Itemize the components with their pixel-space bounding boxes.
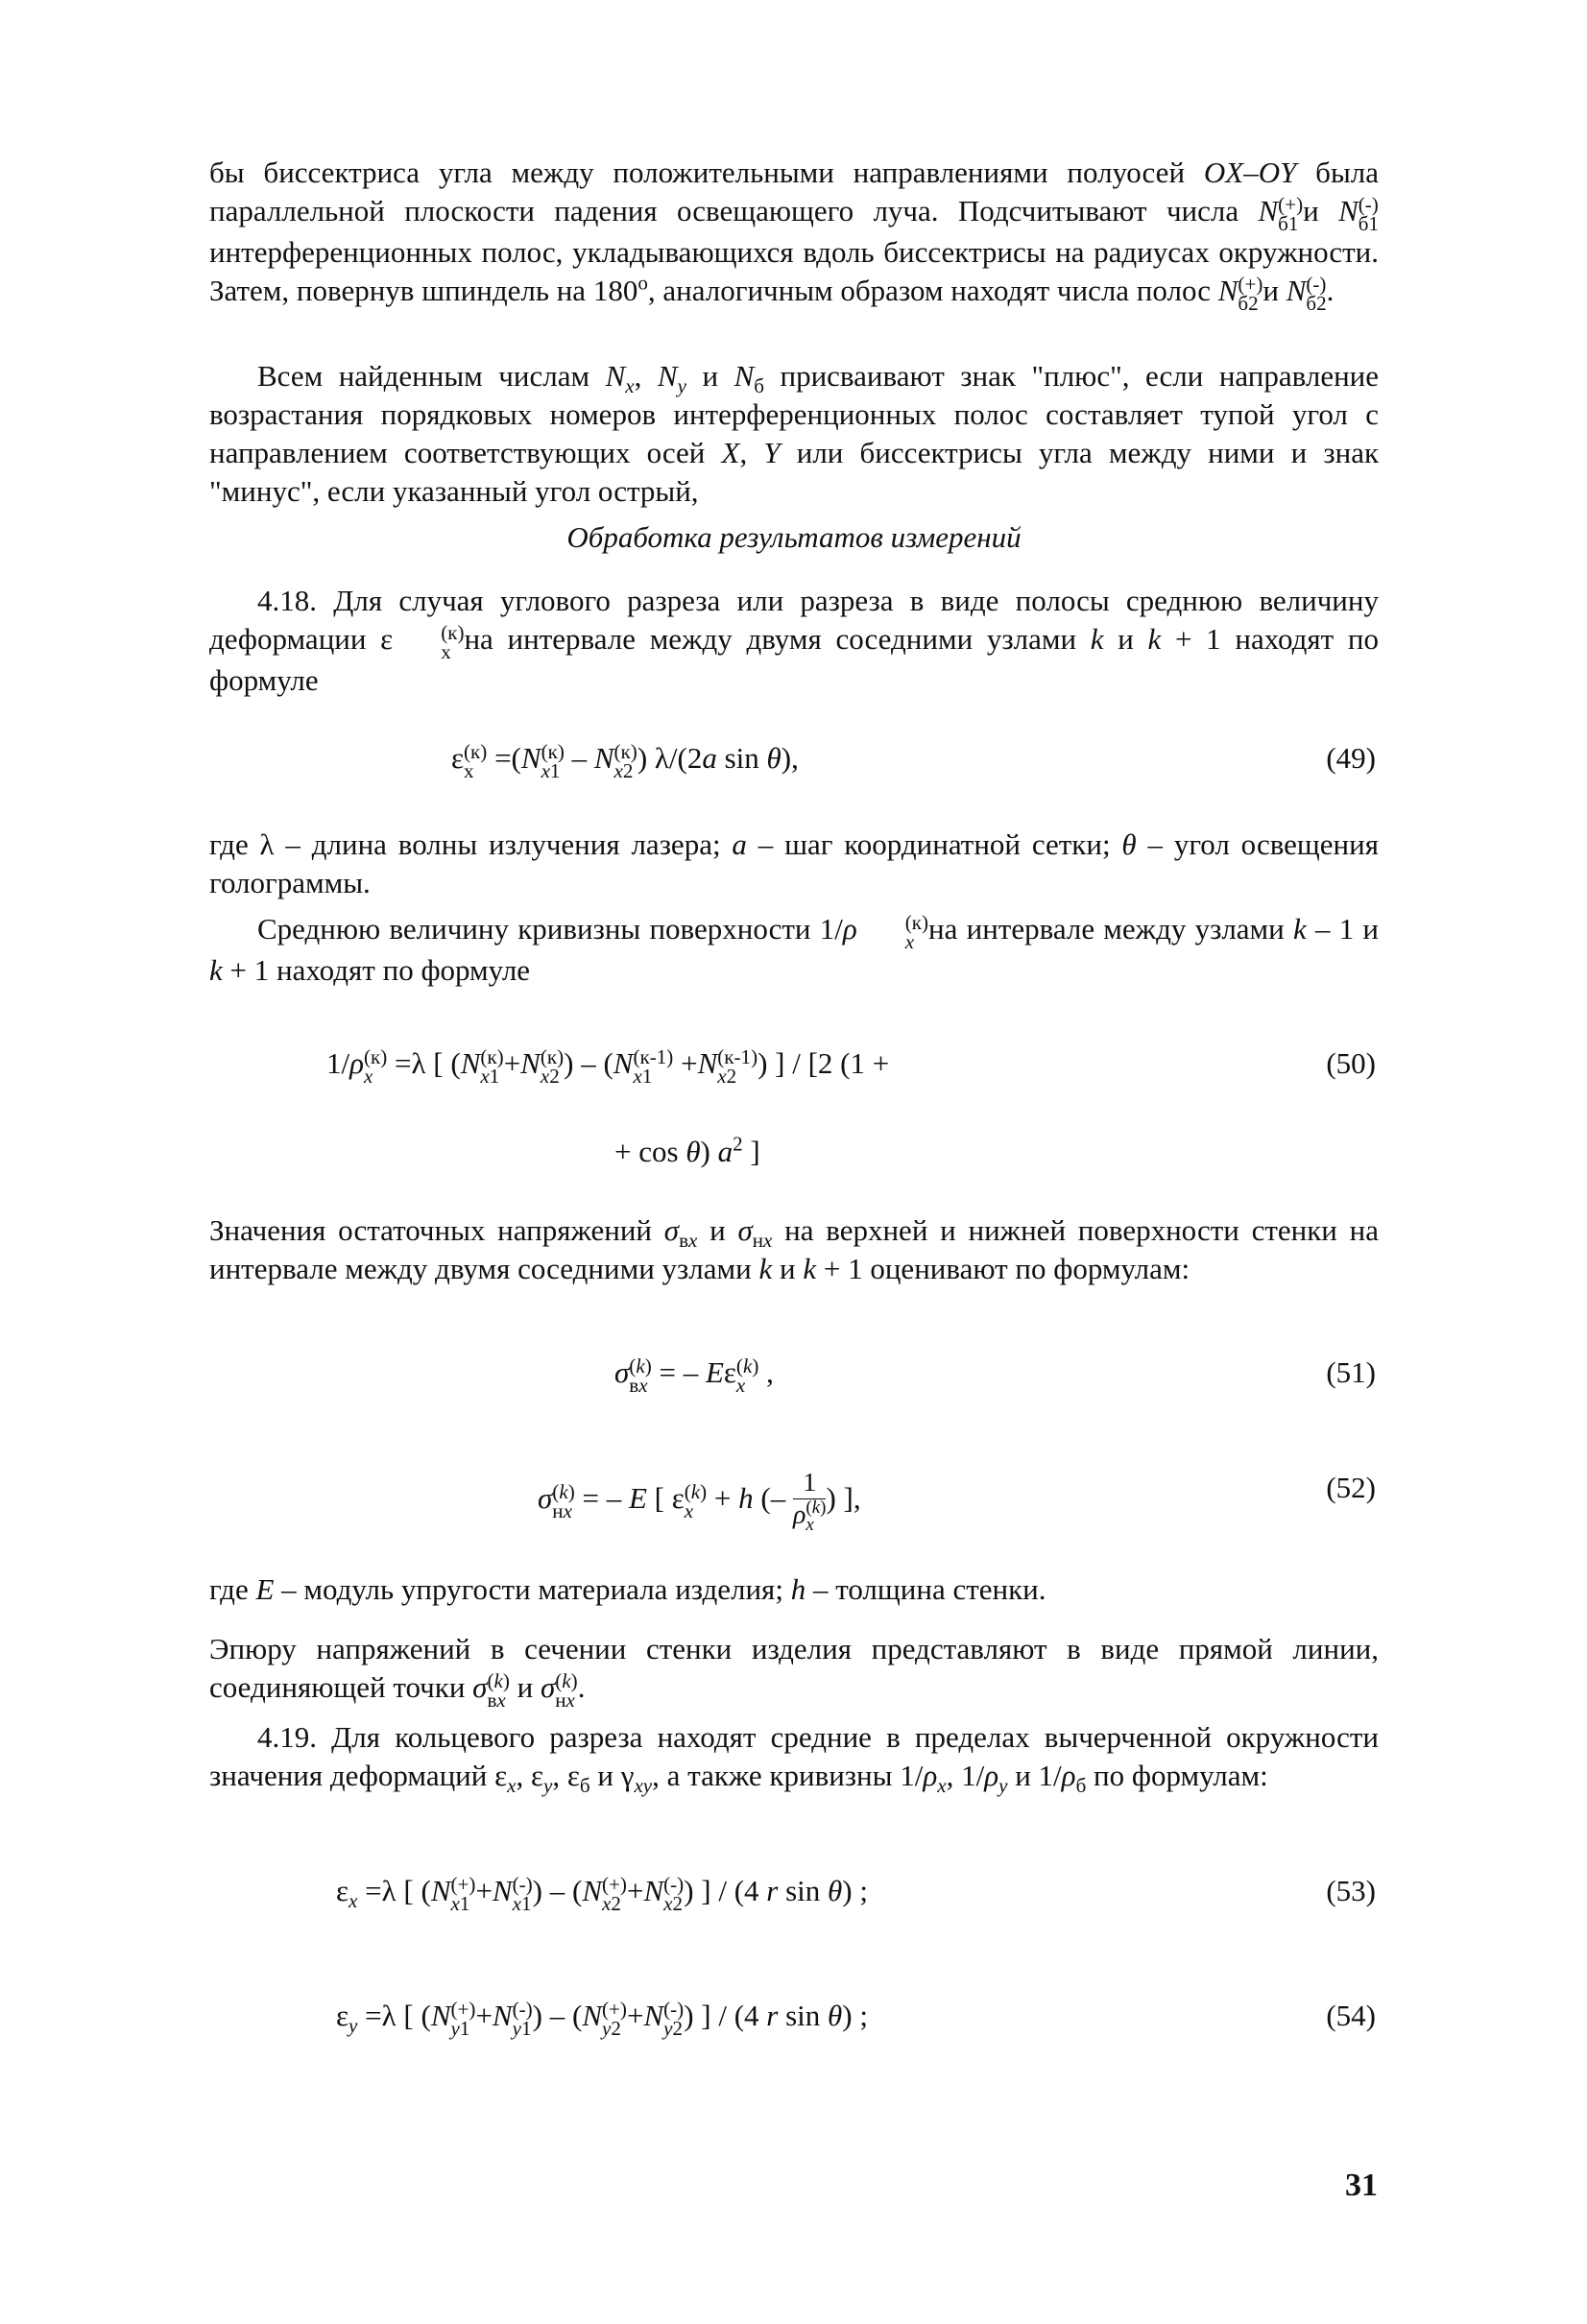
formula-50-continuation: + cos θ) $a^2$ ]	[614, 1132, 760, 1168]
equation-number-51: (51)	[1326, 1355, 1376, 1389]
paragraph-stress-diagram: Эпюру напряжений в сечении стенки изделия представляют в виде прямой линии, соединяющей точки σ (k) вx и σ (k) нx .	[209, 1632, 1379, 1712]
formula-54: $\varepsilon_y =\lambda$ [ (N (+) y1 +N (-) y1 ) – (N (+) y2 +N (-) y2 ) ] / (4 r sin θ) ;	[336, 1997, 868, 2040]
page-number: 31	[1345, 2168, 1378, 2203]
equation-number-49: (49)	[1326, 741, 1376, 775]
section-heading: Обработка результатов измерений	[566, 520, 1022, 554]
paragraph-stresses: Значения остаточных напряжений $\sigma_{вx}$ и $\sigma_{нx}$ на верхней и нижней поверхности стенки на интервале между двумя соседними узлами k и k + 1 оценивают по формулам:	[209, 1213, 1379, 1285]
paragraph-2: Всем найденным числам $N_x$, $N_y$ и $N_б$ присваивают знак "плюс", если направление возрастания порядковых номеров интерференционных полос составляет тупой угол с направлением соответствующих осей X, Y или биссектрисы угла между ними и знак "минус", если указанный угол острый,	[209, 359, 1380, 508]
paragraph-1: бы биссектриса угла между положительными направлениями полуосей OX–OY была параллельной плоскости падения освещающего луча. Подсчитывают числа N (+) б1 и N (-) б1 интерференционных полос, укладывающихся вдоль биссектрисы на радиусах окружности. Затем, повернув шпиндель на $180^о$, аналогичным образом находят числа полос N (+) б2 и N (-) б2 .	[209, 156, 1380, 315]
paragraph-modulus: где E – модуль упругости материала изделия; h – толщина стенки.	[209, 1572, 1046, 1606]
paragraph-curvature: Среднюю величину кривизны поверхности 1/ρ (к) x на интервале между узлами k – 1 и k + 1 находят по формуле	[209, 910, 1379, 987]
formula-49: ε (к) x =(N (к) x1 – N (к) x2 ) λ/(2a sin θ),	[451, 739, 799, 782]
equation-number-50: (50)	[1326, 1046, 1376, 1080]
equation-number-52: (52)	[1326, 1471, 1376, 1504]
formula-50: 1/ρ (к) x =λ [ (N (к) x1 +N (к) x2 ) – (N (к-1) x1 +N (к-1) x2 ) ] / [2 (1 +	[326, 1044, 890, 1088]
equation-number-54: (54)	[1326, 1999, 1376, 2032]
formula-51: σ (k) вx = – Eε (k) x ,	[614, 1354, 774, 1397]
formula-52: σ (k) нx = – E [ ε (k) x + h (– 1 ρ (k) x ) ],	[538, 1468, 861, 1535]
formula-53: $\varepsilon_x =\lambda$ [ (N (+) x1 +N (-) x1 ) – (N (+) x2 +N (-) x2 ) ] / (4 r sin θ) ;	[336, 1872, 868, 1915]
paragraph-lambda: где λ – длина волны излучения лазера; a – шаг координатной сетки; θ – угол освещения голограммы.	[209, 827, 1379, 899]
paragraph-4-18: 4.18. Для случая углового разреза или разреза в виде полосы среднюю величину деформации ε (к) x на интервале между двумя соседними узлами k и k + 1 находят по формуле	[209, 584, 1380, 697]
paragraph-4-19: 4.19. Для кольцевого разреза находят средние в пределах вычерченной окружности значения деформаций $\varepsilon_x$, $\varepsilon_y$, $\varepsilon_б$ и $\gamma_{xy}$, а также кривизны $1/\rho_x$, $1/\rho_y$ и $1/\rho_б$ по формулам:	[209, 1720, 1379, 1798]
equation-number-53: (53)	[1326, 1874, 1376, 1907]
